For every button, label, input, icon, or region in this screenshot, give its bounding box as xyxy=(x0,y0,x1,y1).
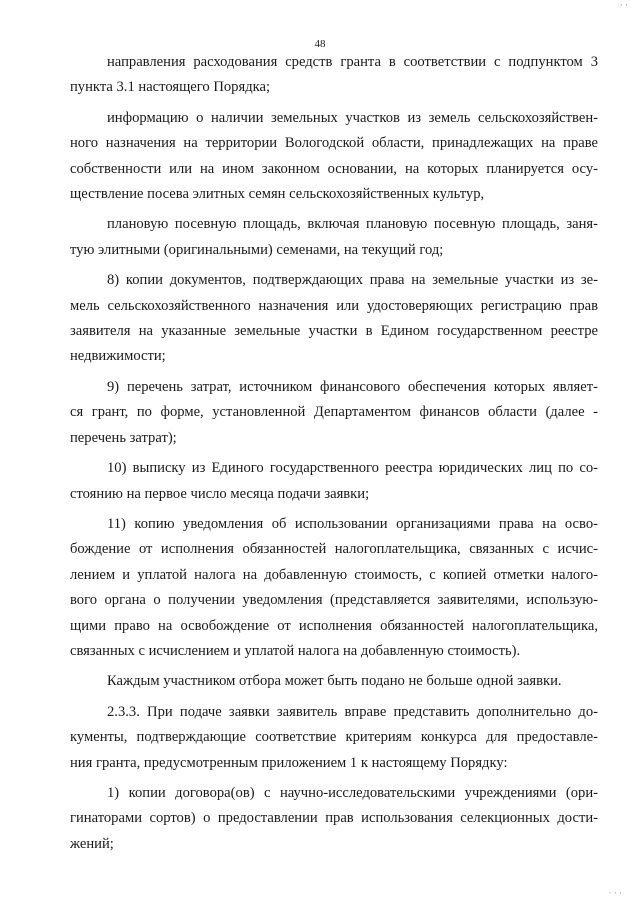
text-line: стоянию на первое число месяца подачи заявки; xyxy=(70,485,370,502)
text-line: вого органа о получении уведомления (представляется заявителями, использую- xyxy=(70,592,598,609)
text-line: мель сельскохозяйственного назначения или удостоверяющих регистрацию прав xyxy=(70,297,598,314)
text-line: ния гранта, предусмотренным приложением 1 к настоящему Порядку: xyxy=(70,754,508,771)
page-number: 48 xyxy=(314,38,326,50)
scan-corner-mark: · · xyxy=(619,0,628,10)
paragraph xyxy=(70,700,598,776)
text-line: жений; xyxy=(70,835,114,852)
text-line: ществление посева элитных семян сельскохозяйственных культур, xyxy=(70,186,485,203)
paragraph xyxy=(70,781,598,857)
text-line: 10) выписку из Единого государственного реестра юридических лиц по со- xyxy=(107,460,598,477)
text-line: информацию о наличии земельных участков из земель сельскохозяйствен- xyxy=(107,109,598,126)
text-line: связанных с исчислением и уплатой налога на добавленную стоимость). xyxy=(70,642,521,659)
text-line: ся грант, по форме, установленной Департаментом финансов области (далее - xyxy=(70,404,598,421)
text-line: 2.3.3. При подаче заявки заявитель вправе представить дополнительно до- xyxy=(107,703,598,720)
text-line: пункта 3.1 настоящего Порядка; xyxy=(70,79,271,96)
text-line: бождение от исполнения обязанностей налогоплательщика, связанных с исчис- xyxy=(70,541,598,558)
text-line: Каждым участником отбора может быть подано не больше одной заявки. xyxy=(107,673,562,690)
document-body xyxy=(70,50,598,857)
text-line: перечень затрат); xyxy=(70,429,177,446)
text-line: плановую посевную площадь, включая плановую посевную площадь, заня- xyxy=(107,216,598,233)
text-line: лением и уплатой налога на добавленную стоимость, с копией отметки налого- xyxy=(70,566,598,583)
text-line: ного назначения на территории Вологодской области, принадлежащих на праве xyxy=(70,135,598,152)
text-line: собственности или на ином законном основании, на которых планируется осу- xyxy=(70,160,598,177)
text-line: направления расходования средств гранта в соответствии с подпунктом 3 xyxy=(107,54,598,70)
text-line: кументы, подтверждающие соответствие критериям конкурса для предоставле- xyxy=(70,729,598,746)
text-line: тую элитными (оригинальными) семенами, на текущий год; xyxy=(70,241,444,258)
text-line: заявителя на указанные земельные участки в Едином государственном реестре xyxy=(70,323,598,340)
text-line: щими право на освобождение от исполнения обязанностей налогоплательщика, xyxy=(70,617,598,634)
text-line: 1) копии договора(ов) с научно-исследовательскими учреждениями (ори- xyxy=(107,784,598,801)
paragraph xyxy=(70,50,598,101)
paragraph xyxy=(70,106,598,208)
paragraph xyxy=(70,456,598,507)
text-line: недвижимости; xyxy=(70,348,166,365)
paragraph xyxy=(70,669,598,694)
paragraph xyxy=(70,375,598,451)
scan-corner-mark-bottom: · · · xyxy=(608,888,622,898)
text-line: 8) копии документов, подтверждающих права на земельные участки из зе- xyxy=(107,272,598,289)
text-line: 11) копию уведомления об использовании организациями права на осво- xyxy=(107,515,598,532)
text-line: гинаторами сортов) о предоставлении прав использования селекционных дости- xyxy=(70,810,598,827)
paragraph xyxy=(70,268,598,370)
paragraph xyxy=(70,512,598,664)
paragraph xyxy=(70,212,598,263)
text-line: 9) перечень затрат, источником финансового обеспечения которых являет- xyxy=(107,378,598,395)
